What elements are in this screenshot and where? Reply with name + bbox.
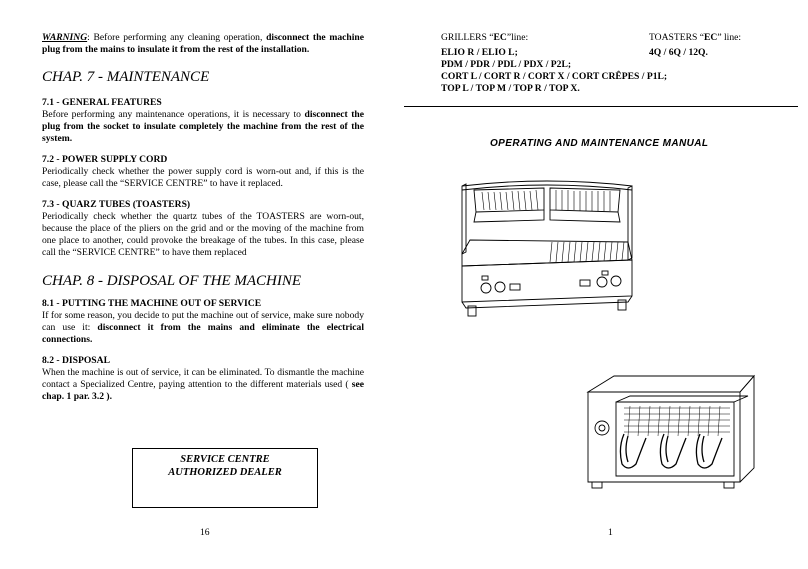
grillers-models-list xyxy=(441,47,667,95)
section-7-2-text: Periodically check whether the power supply cord is worn-out and, if this is the case, please call the “SERVICE CENTRE” to have it replaced. xyxy=(42,166,364,189)
chapter-8-title: CHAP. 8 - DISPOSAL OF THE MACHINE xyxy=(42,273,302,289)
toasters-label-post: ” line: xyxy=(717,32,742,43)
toaster-illustration xyxy=(584,372,764,490)
service-centre-box xyxy=(132,448,318,508)
section-8-2-text xyxy=(42,367,364,403)
grillers-line-label xyxy=(441,32,528,44)
section-8-1-text xyxy=(42,310,364,346)
griller-illustration xyxy=(452,178,642,334)
toasters-line-label xyxy=(649,32,741,44)
toasters-label-bold: EC xyxy=(704,32,718,43)
right-page xyxy=(404,0,808,569)
toasters-label-pre: TOASTERS “ xyxy=(649,32,704,43)
service-centre-line1: SERVICE CENTRE xyxy=(180,454,270,465)
grillers-model-line: ELIO R / ELIO L; xyxy=(441,47,518,58)
section-7-2-heading: 7.2 - POWER SUPPLY CORD xyxy=(42,154,168,165)
warning-text: : Before performing any cleaning operation, xyxy=(87,32,267,43)
section-8-2-bold: see chap. 1 par. 3.2 ). xyxy=(42,379,364,402)
warning-bold: disconnect the machine plug from the mains to insulate it from the rest of the installation. xyxy=(42,32,365,55)
section-8-1-heading: 8.1 - PUTTING THE MACHINE OUT OF SERVICE xyxy=(42,298,262,309)
section-8-2-heading: 8.2 - DISPOSAL xyxy=(42,355,110,366)
section-8-1-plain: If for some reason, you decide to put the machine out of service, make sure nobody can use it: xyxy=(42,310,364,333)
left-page-number: 16 xyxy=(200,527,210,538)
section-8-1-bold: disconnect it from the mains and eliminate the electrical connections. xyxy=(42,322,364,345)
header-divider xyxy=(404,106,798,107)
section-7-3-text: Periodically check whether the quartz tubes of the TOASTERS are worn-out, because the place of the pliers on the grid and or the moving of the machine from one place to another, could provoke the breakage of the tubes. In this case, please call the “SERVICE CENTRE” to have them replaced xyxy=(42,211,364,258)
warning-paragraph xyxy=(42,32,364,56)
warning-label: WARNING xyxy=(42,32,88,43)
section-7-3-heading: 7.3 - QUARZ TUBES (TOASTERS) xyxy=(42,199,191,210)
section-7-1-bold: disconnect the plug from the socket to insulate completely the machine from the rest of the system. xyxy=(42,109,365,144)
right-page-number: 1 xyxy=(608,527,613,538)
section-7-1-heading: 7.1 - GENERAL FEATURES xyxy=(42,97,162,108)
grillers-label-post: ”line: xyxy=(506,32,529,43)
toasters-models: 4Q / 6Q / 12Q. xyxy=(649,47,708,58)
chapter-7-title: CHAP. 7 - MAINTENANCE xyxy=(42,69,210,85)
section-7-1-plain: Before performing any maintenance operations, it is necessary to xyxy=(42,109,305,120)
grillers-model-line: PDM / PDR / PDL / PDX / P2L; xyxy=(441,59,572,70)
grillers-label-pre: GRILLERS “ xyxy=(441,32,494,43)
section-7-1-text xyxy=(42,109,364,145)
manual-title: OPERATING AND MAINTENANCE MANUAL xyxy=(490,138,709,149)
grillers-model-line: CORT L / CORT R / CORT X / CORT CRÊPES / P1L; xyxy=(441,71,668,82)
section-8-2-plain: When the machine is out of service, it can be eliminated. To dismantle the machine contact a Specialized Centre, paying attention to the different materials used ( xyxy=(42,367,364,390)
grillers-label-bold: EC xyxy=(493,32,507,43)
grillers-model-line: TOP L / TOP M / TOP R / TOP X. xyxy=(441,83,580,94)
service-centre-line2: AUTHORIZED DEALER xyxy=(168,467,282,478)
